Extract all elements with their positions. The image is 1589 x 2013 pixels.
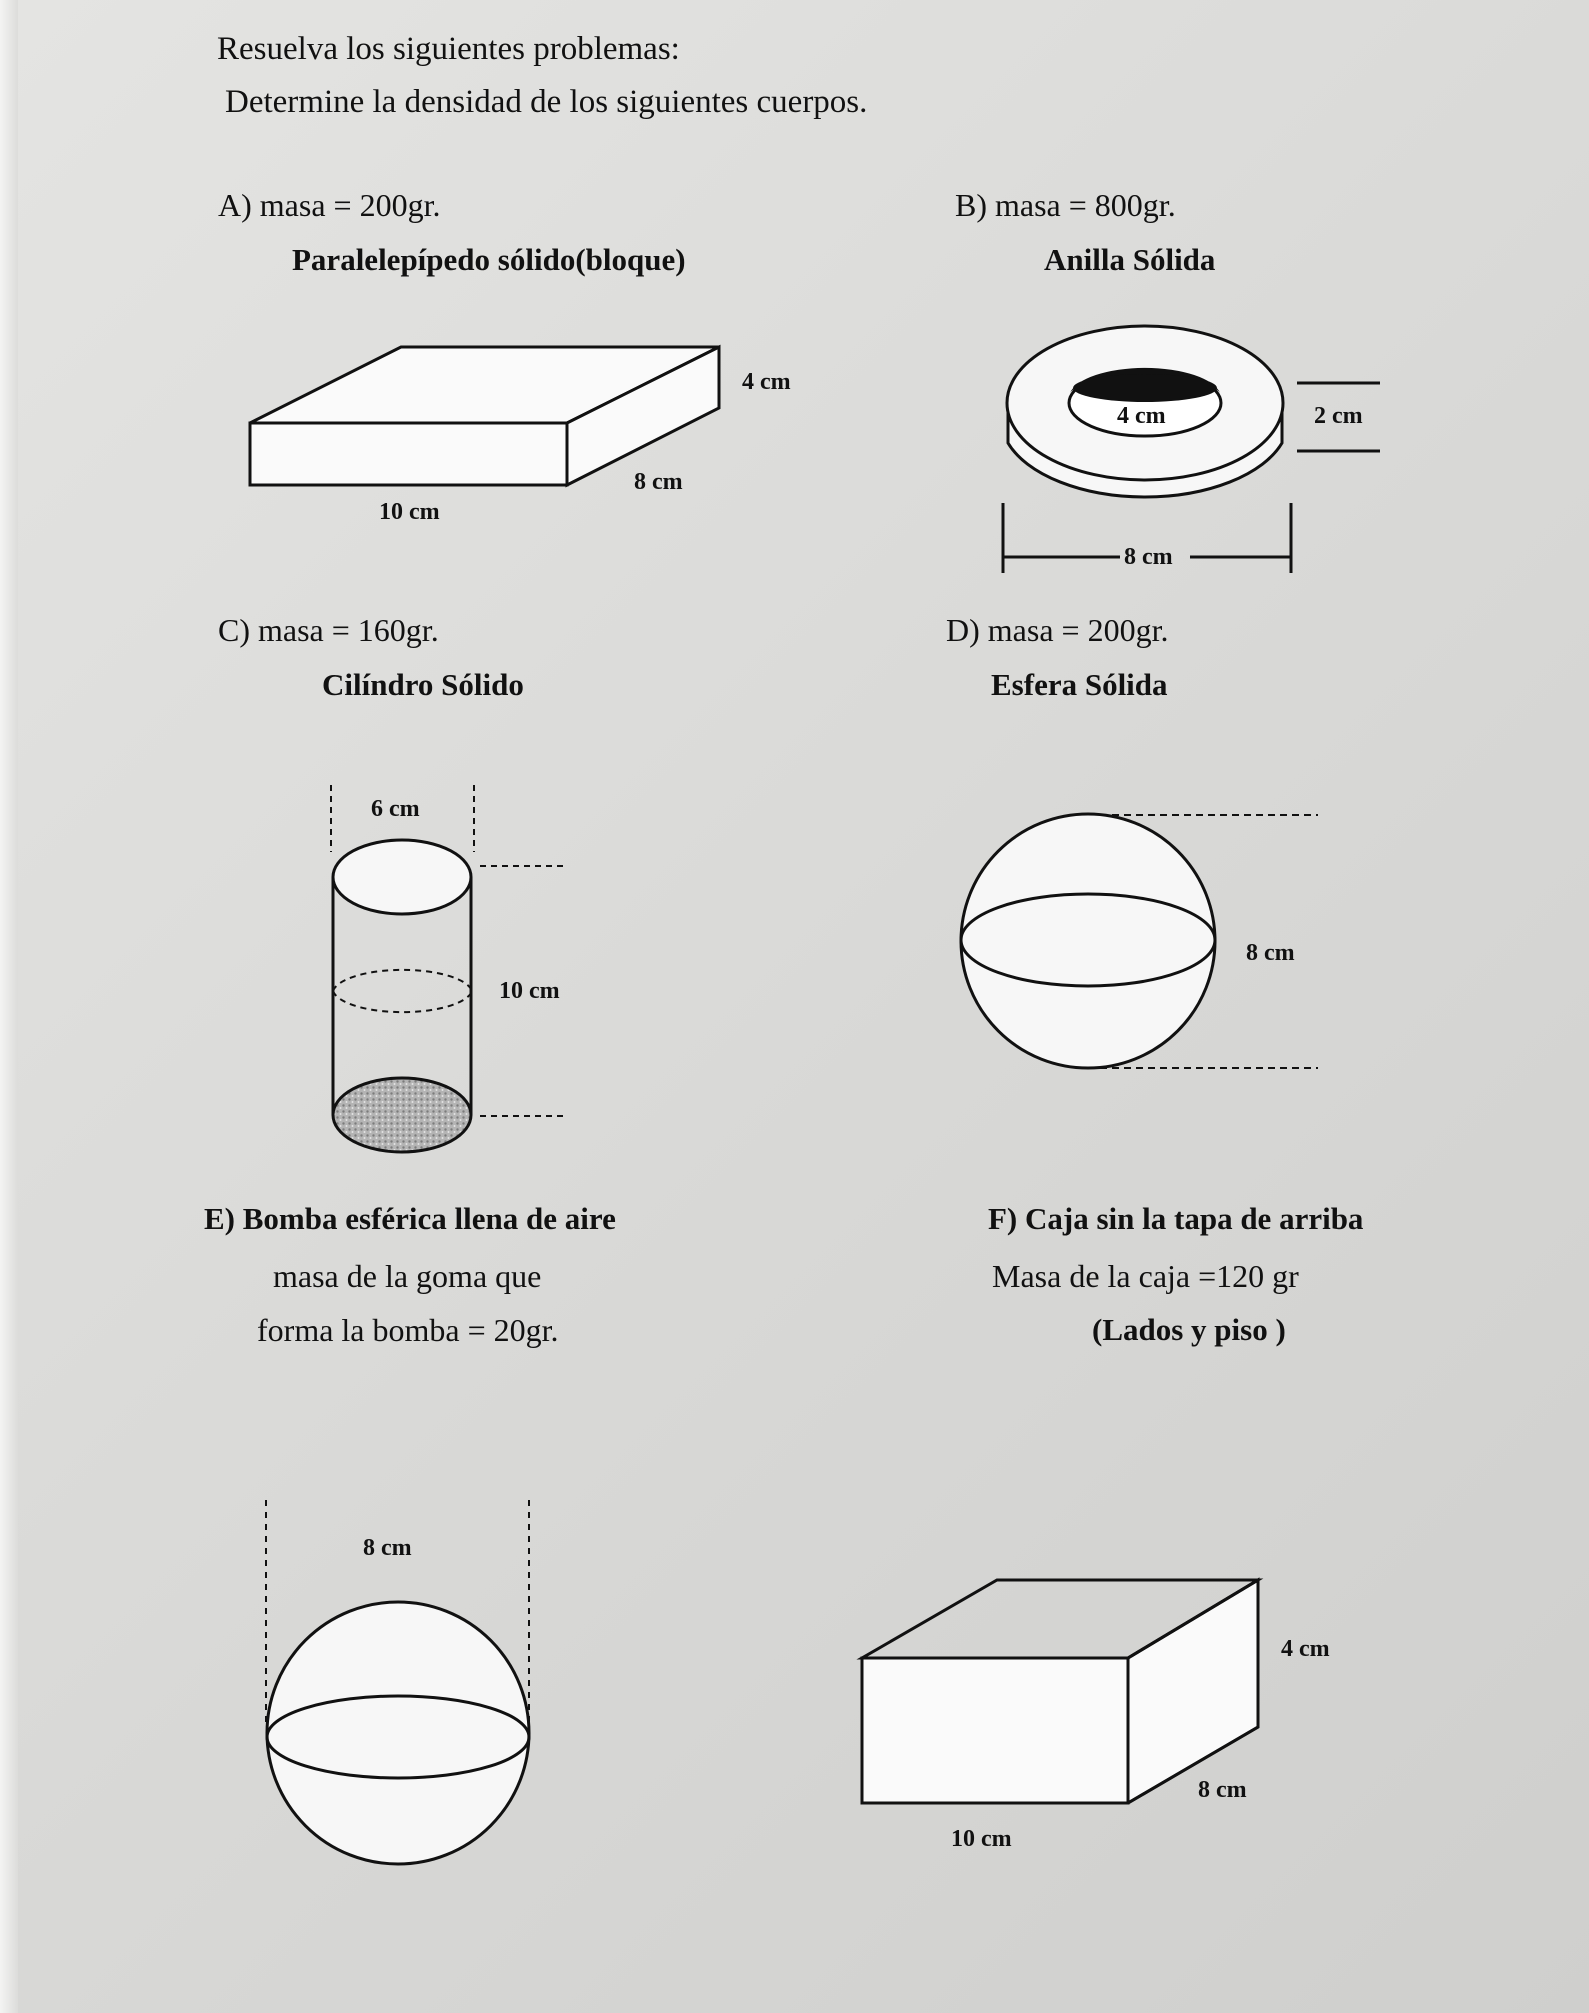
problem-e-line1: masa de la goma que [273,1258,542,1294]
problem-a-mass: A) masa = 200gr. [218,187,441,223]
instruction-text: Resuelva los siguientes problemas: [217,31,680,67]
problem-f-line1: Masa de la caja =120 gr [992,1258,1299,1294]
ring-outer-label: 8 cm [1124,544,1173,570]
cylinder-height-label: 10 cm [499,978,560,1004]
prism-a-depth-label: 8 cm [634,469,683,495]
problem-c-name: Cilíndro Sólido [322,667,524,702]
problem-b-name: Anilla Sólida [1044,242,1216,277]
problem-b-mass: B) masa = 800gr. [955,187,1176,223]
problem-f-title: F) Caja sin la tapa de arriba [988,1201,1364,1236]
problem-d-mass: D) masa = 200gr. [946,612,1169,648]
prism-a-height-label: 4 cm [742,369,791,395]
problem-c-mass: C) masa = 160gr. [218,612,439,648]
balloon-diameter-label: 8 cm [363,1535,412,1561]
sphere-diameter-label: 8 cm [1246,940,1295,966]
box-height-label: 4 cm [1281,1636,1330,1662]
problem-e-line2: forma la bomba = 20gr. [257,1312,559,1348]
prism-a-width-label: 10 cm [379,499,440,525]
problem-e-title: E) Bomba esférica llena de aire [204,1201,616,1236]
subtitle-text: Determine la densidad de los siguientes cuerpos. [225,84,868,120]
problem-a-name: Paralelepípedo sólido(bloque) [292,242,686,277]
box-width-label: 10 cm [951,1826,1012,1852]
problem-f-line2: (Lados y piso ) [1092,1312,1286,1347]
ring-inner-label: 4 cm [1117,403,1166,429]
box-depth-label: 8 cm [1198,1777,1247,1803]
cylinder-diameter-label: 6 cm [371,796,420,822]
problem-d-name: Esfera Sólida [991,667,1168,702]
ring-thickness-label: 2 cm [1314,403,1363,429]
